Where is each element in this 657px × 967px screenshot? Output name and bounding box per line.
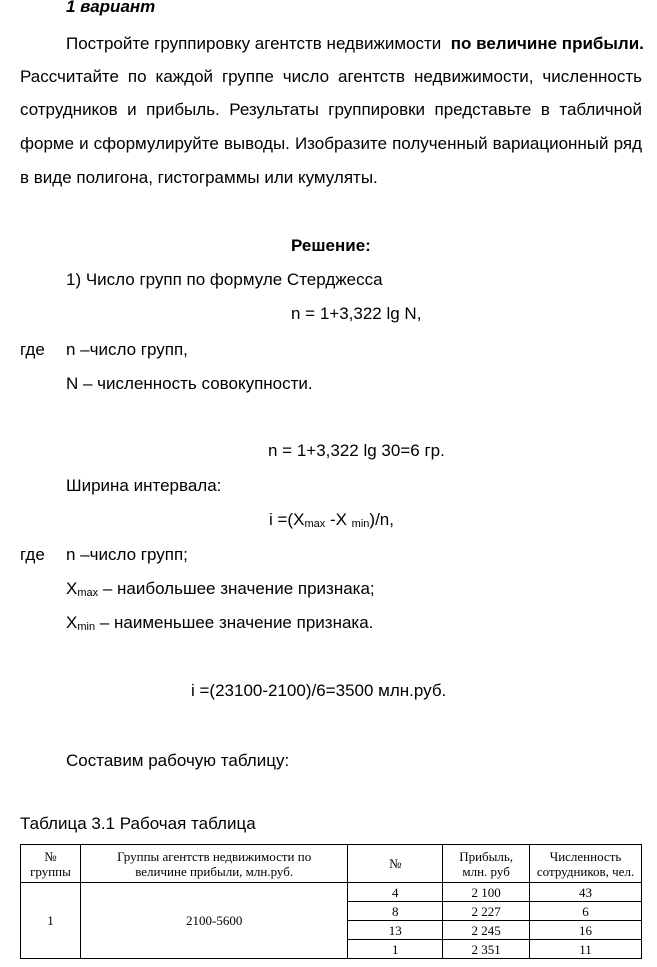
interval-width-label: Ширина интервала: (66, 476, 222, 495)
header-number (348, 845, 443, 883)
header-text: № (44, 848, 57, 864)
header-groups (80, 845, 347, 883)
agency-number-cell: 1 (348, 940, 443, 959)
work-table (20, 844, 642, 959)
agency-number-cell: 4 (348, 883, 443, 902)
definition-N: N – численность совокупности. (66, 374, 313, 393)
header-profit (443, 845, 530, 883)
staff-cell: 16 (530, 921, 642, 940)
profit-cell: 2 245 (443, 921, 530, 940)
definition-n-2: n –число групп; (66, 545, 188, 564)
interval-calculation: i =(23100-2100)/6=3500 млн.руб. (191, 681, 447, 700)
header-text: млн. руб (462, 863, 510, 879)
task-line-1-emphasis: по величине прибыли. (450, 34, 644, 53)
staff-cell: 6 (530, 902, 642, 921)
interval-formula-part: i =(X (269, 510, 305, 529)
header-text: Группы агентств недвижимости по (117, 848, 312, 864)
profit-cell: 2 227 (443, 902, 530, 921)
task-line-3: сотрудников и прибыль. Результаты группировки представьте в табличной (20, 100, 642, 119)
header-text: сотрудников, чел. (536, 863, 635, 879)
header-text: Прибыль, (459, 848, 514, 864)
definition-n: n –число групп, (66, 340, 188, 359)
table-caption: Таблица 3.1 Рабочая таблица (20, 814, 256, 833)
staff-cell: 11 (530, 940, 642, 959)
where-label-2: где (20, 545, 45, 564)
task-line-4: форме и сформулируйте выводы. Изобразите полученный вариационный ряд (20, 134, 642, 153)
xmin-symbol: X (66, 613, 78, 632)
interval-formula-part: )/n, (369, 510, 394, 529)
xmax-subscript: max (77, 587, 99, 599)
header-text: группы (30, 863, 71, 879)
definition-xmin (66, 613, 373, 633)
interval-formula (269, 510, 394, 530)
step-1: 1) Число групп по формуле Стерджесса (66, 270, 383, 289)
interval-formula-part: -X (325, 510, 352, 529)
variant-title: 1 вариант (66, 0, 156, 16)
agency-number-cell: 8 (348, 902, 443, 921)
definition-xmax (66, 579, 375, 599)
group-number-cell: 1 (21, 883, 81, 959)
header-text: величине прибыли, млн.руб. (135, 863, 294, 879)
interval-formula-max: max (304, 518, 326, 530)
group-interval-cell: 2100-5600 (80, 883, 347, 959)
task-line-1-text: Постройте группировку агентств недвижимости (66, 34, 442, 53)
groups-calculation: n = 1+3,322 lg 30=6 гр. (268, 441, 445, 460)
agency-number-cell: 13 (348, 921, 443, 940)
xmin-subscript: min (77, 621, 96, 633)
header-text: Численность (549, 848, 622, 864)
staff-cell: 43 (530, 883, 642, 902)
xmin-text: – наименьшее значение признака. (95, 613, 374, 632)
interval-formula-min: min (351, 518, 370, 530)
task-line-5: в виде полигона, гистограммы или кумуляты. (20, 168, 378, 187)
solution-heading: Решение: (291, 236, 371, 255)
profit-cell: 2 100 (443, 883, 530, 902)
profit-cell: 2 351 (443, 940, 530, 959)
header-text: № (389, 856, 402, 871)
xmax-symbol: X (66, 579, 78, 598)
table-row (21, 883, 642, 902)
task-line-1 (66, 34, 644, 54)
where-label-1: где (20, 340, 45, 359)
task-line-2: Рассчитайте по каждой группе число агентств недвижимости, численность (20, 67, 642, 86)
xmax-text: – наибольшее значение признака; (98, 579, 375, 598)
header-staff (530, 845, 642, 883)
sturges-formula: n = 1+3,322 lg N, (291, 304, 422, 323)
table-intro: Составим рабочую таблицу: (66, 751, 290, 770)
header-group-number (21, 845, 81, 883)
table-header-row (21, 845, 642, 883)
